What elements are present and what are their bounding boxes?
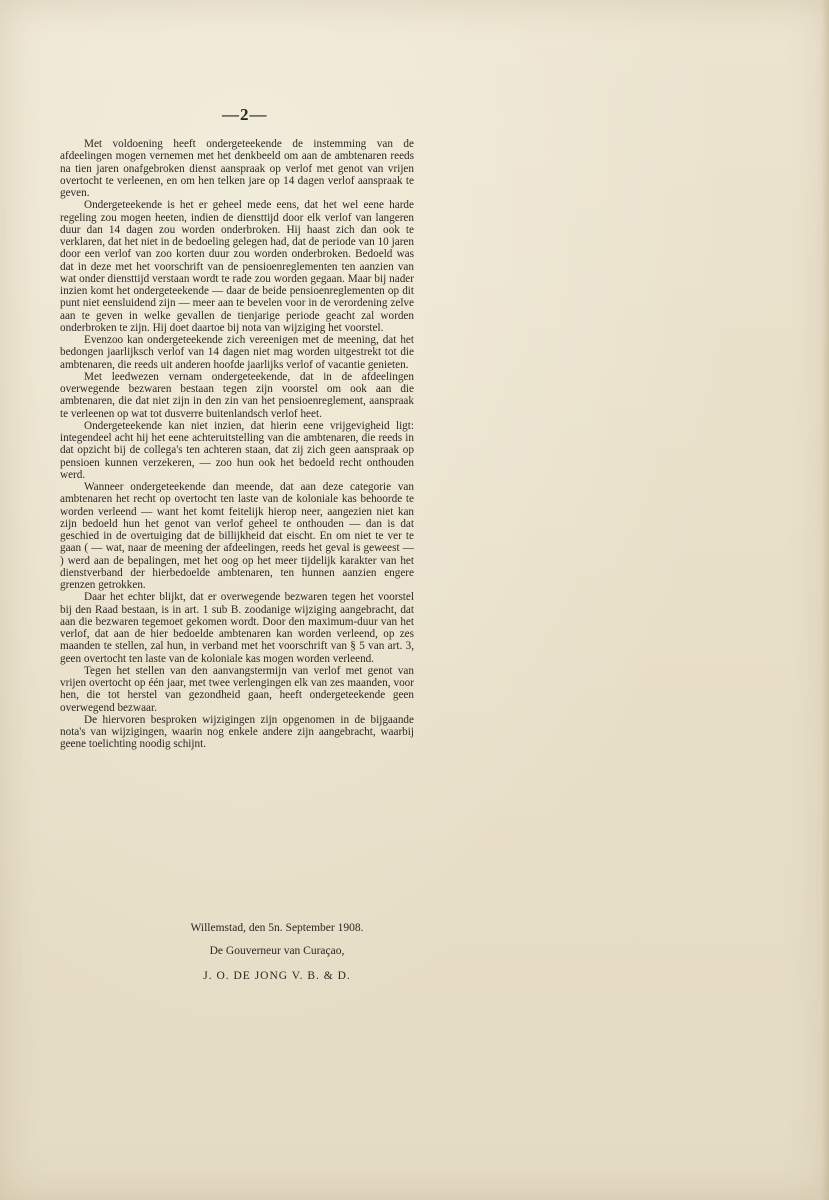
page-number: —2— — [222, 105, 268, 124]
paragraph: Ondergeteekende is het er geheel mede eens, dat het wel eene harde regeling zou mogen heeten, indien de diensttijd door elk verlof van langeren duur dan 14 dagen zou worden onderbroken. Hij haast zich dan ook te verklaren, dat het niet in de bedoeling gelegen had, dat de periode van 10 jaren door een verlof van zoo korten duur zou worden onderbroken. Bedoeld was dat in deze met het voorschrift van de pensioenreglementen ten aanzien van wat onder diensttijd verstaan wordt te rade zou worden gegaan. Maar bij nader inzien komt het ondergeteekende — daar de beide pensioenreglementen op dit punt niet eensluidend zijn — meer aan te bevelen voor in de verordening zelve aan te geven in welke gevallen de tienjarige periode geacht zal worden onderbroken te zijn. Hij doet daartoe bij nota van wijziging het voorstel. — [60, 199, 414, 334]
paragraph: Tegen het stellen van den aanvangstermijn van verlof met genot van vrijen overtocht op één jaar, met twee verlengingen elk van zes maanden, voor hen, die tot herstel van gezondheid gaan, heeft ondergeteekende geen overwegend bezwaar. — [60, 664, 414, 714]
paragraph: Daar het echter blijkt, dat er overwegende bezwaren tegen het voorstel bij den Raad bestaan, is in art. 1 sub B. zoodanige wijziging aangebracht, dat aan die bezwaren tegemoet gekomen wordt. Door den maximum-duur van het verlof, dat aan de hier bedoelde ambtenaren kan worden verleend, op zes maanden te stellen, zal hun, in verband met het voorschrift van § 5 van art. 3, geen overtocht ten laste van de koloniale kas mogen worden verleend. — [60, 591, 414, 665]
paragraph: Met leedwezen vernam ondergeteekende, dat in de afdeelingen overwegende bezwaren bestaan tegen zijn voorstel om ook aan die ambtenaren, die dat niet zijn in den zin van het pensioenreglement, aanspraak te verleenen op wat tot dusverre buitenlandsch verlof heet. — [60, 370, 414, 420]
signature-title: De Gouverneur van Curaçao, — [209, 945, 345, 957]
paragraph: Evenzoo kan ondergeteekende zich vereenigen met de meening, dat het bedongen jaarlijksch verlof van 14 dagen niet mag worden uitgestrekt tot die ambtenaren, die reeds uit anderen hoofde jaarlijks verlof of vacantie genieten. — [60, 334, 414, 371]
body-text — [60, 138, 414, 751]
paragraph: De hiervoren besproken wijzigingen zijn opgenomen in de bijgaande nota's van wijzigingen, waarin nog enkele andere zijn aangebracht, waarbij geene toelichting noodig schijnt. — [60, 713, 414, 751]
paragraph: Ondergeteekende kan niet inzien, dat hierin eene vrijgevigheid ligt: integendeel acht hij het eene achteruitstelling van die ambtenaren, die reeds in dat opzicht bij de collega's ten achteren staan, dat zij zich geen aanspraak op pensioen kunnen verzekeren, — zoo hun ook het bedoeld recht onthouden werd. — [60, 419, 414, 481]
paragraph: Wanneer ondergeteekende dan meende, dat aan deze categorie van ambtenaren het recht op overtocht ten laste van de koloniale kas behoorde te worden verleend — want het komt feitelijk hierop neer, aangezien niet kan zijn bedoeld hun het genot van verlof geheel te onthouden — dan is dat geschied in de overtuiging dat de billijkheid dat eischt. En om niet te ver te gaan ( — wat, naar de meening der afdeelingen, reeds het geval is geweest — ) werd aan de bepalingen, met het oog op het meer tijdelijk karakter van het dienstverband der hierbedoelde ambtenaren, ten hunnen aanzien engere grenzen getrokken. — [60, 481, 414, 591]
paragraph: Met voldoening heeft ondergeteekende de instemming van de afdeelingen mogen vernemen met het denkbeeld om aan de ambtenaren reeds na tien jaren onafgebroken dienst aanspraak op verlof met genot van vrijen overtocht te verleenen, en om hen telken jare op 14 dagen verlof aanspraak te geven. — [60, 138, 414, 199]
paper-edge-shadow — [821, 0, 829, 1200]
signature-date: Willemstad, den 5n. September 1908. — [190, 922, 364, 934]
signature-name: J. O. DE JONG V. B. & D. — [203, 970, 351, 982]
